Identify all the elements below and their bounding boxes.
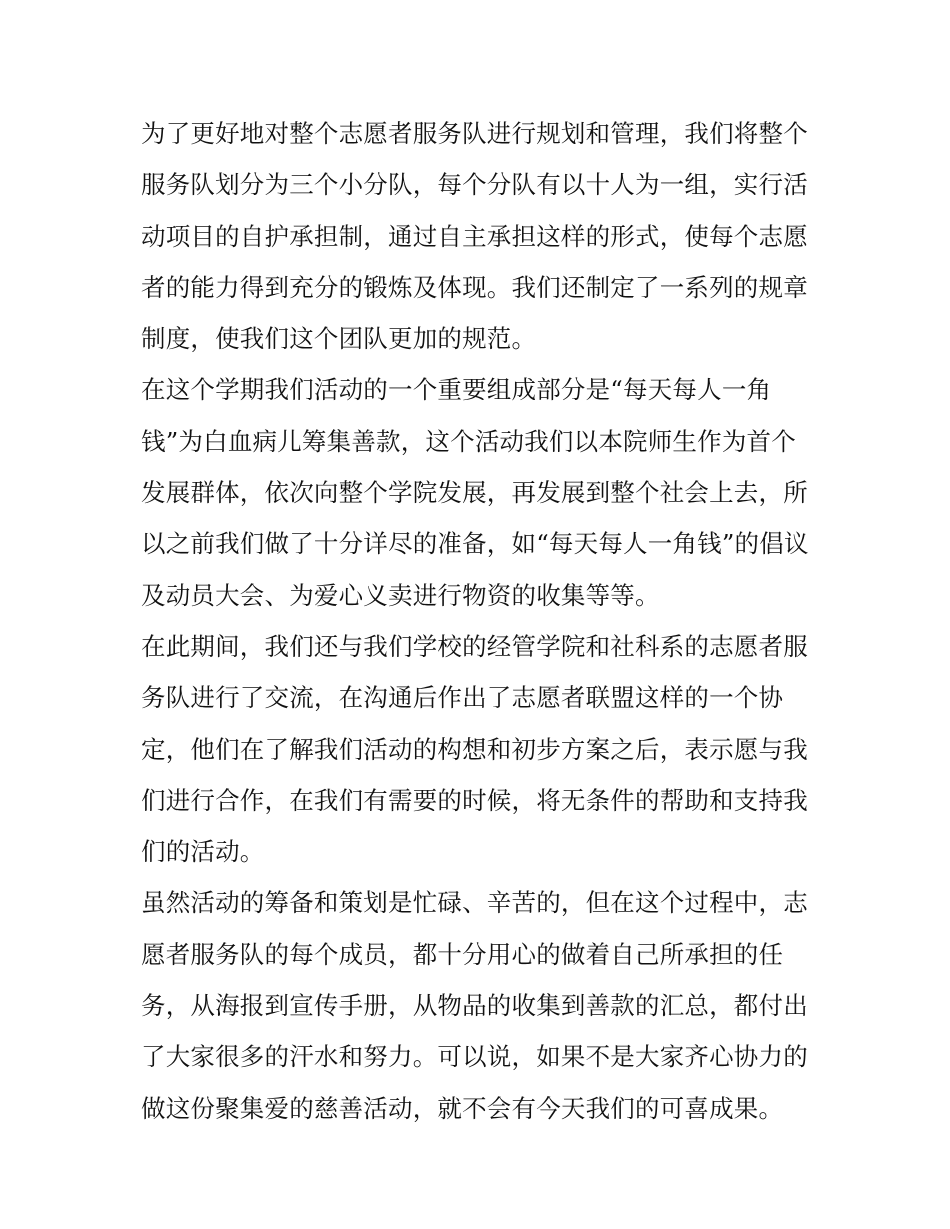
text-line: 愿者服务队的每个成员，都十分用心的做着自己所承担的任 <box>141 939 784 969</box>
text-line: 发展群体，依次向整个学院发展，再发展到整个社会上去，所 <box>141 478 808 508</box>
paragraph-volunteer-alliance <box>141 621 821 877</box>
paragraph-volunteer-organization <box>141 108 821 364</box>
text-line: 定，他们在了解我们活动的构想和初步方案之后，表示愿与我 <box>141 734 808 764</box>
text-line: 了大家很多的汗水和努力。可以说，如果不是大家齐心协力的 <box>141 1042 808 1072</box>
text-line: 及动员大会、为爱心义卖进行物资的收集等等。 <box>141 580 660 610</box>
text-line: 虽然活动的筹备和策划是忙碌、辛苦的，但在这个过程中，志 <box>141 888 808 918</box>
paragraph-fundraising-activity <box>141 364 821 620</box>
text-line: 动项目的自护承担制，通过自主承担这样的形式，使每个志愿 <box>141 221 808 251</box>
text-line: 制度，使我们这个团队更加的规范。 <box>141 324 537 354</box>
text-line: 以之前我们做了十分详尽的准备，如“每天每人一角钱”的倡议 <box>141 529 809 559</box>
text-line: 做这份聚集爱的慈善活动，就不会有今天我们的可喜成果。 <box>141 1093 784 1123</box>
text-line: 服务队划分为三个小分队，每个分队有以十人为一组，实行活 <box>141 170 808 200</box>
text-line: 务，从海报到宣传手册，从物品的收集到善款的汇总，都付出 <box>141 991 808 1021</box>
text-line: 为了更好地对整个志愿者服务队进行规划和管理，我们将整个 <box>141 119 808 148</box>
text-line: 在此期间，我们还与我们学校的经管学院和社科系的志愿者服 <box>141 631 808 661</box>
document-body <box>141 108 821 1134</box>
text-line: 者的能力得到充分的锻炼及体现。我们还制定了一系列的规章 <box>141 272 808 302</box>
text-line: 们的活动。 <box>141 837 265 867</box>
text-line: 在这个学期我们活动的一个重要组成部分是“每天每人一角 <box>141 375 772 405</box>
text-line: 钱”为白血病儿筹集善款，这个活动我们以本院师生作为首个 <box>141 426 796 456</box>
text-line: 们进行合作，在我们有需要的时候，将无条件的帮助和支持我 <box>141 785 808 815</box>
text-line: 务队进行了交流，在沟通后作出了志愿者联盟这样的一个协 <box>141 683 784 713</box>
paragraph-team-effort <box>141 877 821 1133</box>
